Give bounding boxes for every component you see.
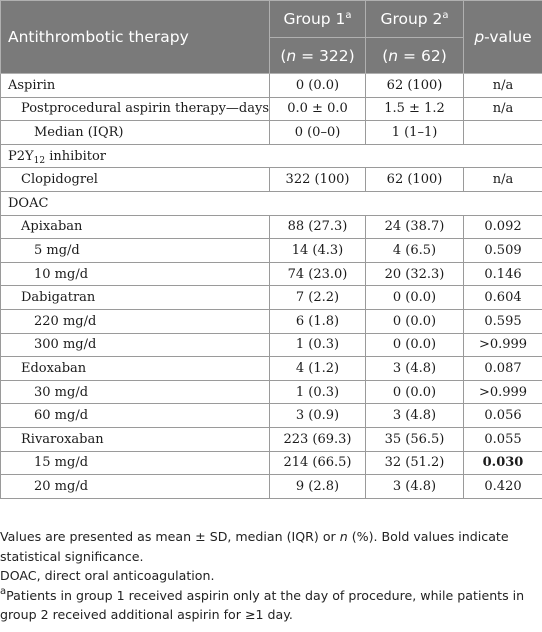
table-row [1,215,542,239]
cell-pvalue: 0.595 [464,309,542,333]
header-row [1,1,542,38]
row-label: Clopidogrel [1,168,270,192]
cell-pvalue: 0.055 [464,427,542,451]
cell-pvalue: 0.604 [464,286,542,310]
cell-g1: 214 (66.5) [270,451,366,475]
cell-pvalue: 0.056 [464,404,542,428]
cell-g2: 0 (0.0) [366,333,464,357]
table-row [1,262,542,286]
cell-g1: 3 (0.9) [270,404,366,428]
cell-pvalue: 0.509 [464,239,542,263]
header-group1: Group 1$^a$ [270,1,366,38]
table-row [1,239,542,263]
row-label: 30 mg/d [1,380,270,404]
cell-pvalue: >0.999 [464,333,542,357]
table-row [1,380,542,404]
row-label: 300 mg/d [1,333,270,357]
cell-g2: 1 (1–1) [366,121,464,145]
cell-g2: 62 (100) [366,168,464,192]
cell-pvalue: 0.087 [464,357,542,381]
row-label: DOAC [1,191,542,215]
table-row [1,357,542,381]
cell-g1: 9 (2.8) [270,475,366,499]
cell-g1: 4 (1.2) [270,357,366,381]
table-row [1,121,542,145]
cell-g1: 223 (69.3) [270,427,366,451]
cell-g2: 20 (32.3) [366,262,464,286]
row-label: $P2Y_{12}$ inhibitor [1,144,542,168]
cell-g2: 4 (6.5) [366,239,464,263]
row-label: 5 mg/d [1,239,270,263]
cell-g1: 0 (0–0) [270,121,366,145]
cell-g2: 62 (100) [366,74,464,98]
footnote-note: $^a$Patients in group 1 received aspirin only at the day of procedure, while patients in group 2 received additional aspirin for ≥1 day. [0,585,525,623]
cell-g2: 0 (0.0) [366,286,464,310]
row-label: Apixaban [1,215,270,239]
row-label: Aspirin [1,74,270,98]
row-label: 15 mg/d [1,451,270,475]
row-label: Edoxaban [1,357,270,381]
cell-g1: 74 (23.0) [270,262,366,286]
row-label: 60 mg/d [1,404,270,428]
cell-g2: 3 (4.8) [366,357,464,381]
footnote-doac: DOAC, direct oral anticoagulation. [0,568,215,584]
row-label: Dabigatran [1,286,270,310]
table-row [1,427,542,451]
cell-pvalue: n/a [464,168,542,192]
table-body [1,74,542,499]
cell-pvalue: 0.420 [464,475,542,499]
cell-g2: 32 (51.2) [366,451,464,475]
row-label: 220 mg/d [1,309,270,333]
cell-g2: 24 (38.7) [366,215,464,239]
row-label: Rivaroxaban [1,427,270,451]
cell-g2: 0 (0.0) [366,309,464,333]
cell-g1: 1 (0.3) [270,380,366,404]
table-row [1,168,542,192]
cell-g2: 3 (4.8) [366,404,464,428]
cell-g1: 0 (0.0) [270,74,366,98]
header-group2: Group 2$^a$ [366,1,464,38]
footnote-values: Values are presented as mean ± SD, median (IQR) or n (%). Bold values indicate statistical significance. [0,529,509,564]
cell-pvalue: 0.092 [464,215,542,239]
cell-g2: 3 (4.8) [366,475,464,499]
header-n2: (n = 62) [366,38,464,74]
header-therapy: Antithrombotic therapy [1,1,270,74]
cell-g1: 0.0 ± 0.0 [270,97,366,121]
cell-g1: 7 (2.2) [270,286,366,310]
header-pvalue: p-value [464,1,542,74]
cell-g1: 88 (27.3) [270,215,366,239]
cell-g1: 1 (0.3) [270,333,366,357]
cell-pvalue: n/a [464,97,542,121]
footnotes [0,527,542,625]
table-row [1,404,542,428]
table-row [1,191,542,215]
cell-pvalue: n/a [464,74,542,98]
cell-g2: 0 (0.0) [366,380,464,404]
cell-pvalue: 0.030 [464,451,542,475]
row-label: Median (IQR) [1,121,270,145]
header-n1: (n = 322) [270,38,366,74]
row-label: 20 mg/d [1,475,270,499]
table-row [1,333,542,357]
table-row [1,475,542,499]
cell-pvalue: 0.146 [464,262,542,286]
table-row [1,451,542,475]
cell-g2: 35 (56.5) [366,427,464,451]
cell-pvalue [464,121,542,145]
cell-g2: 1.5 ± 1.2 [366,97,464,121]
table-row [1,144,542,168]
cell-g1: 6 (1.8) [270,309,366,333]
cell-pvalue: >0.999 [464,380,542,404]
table-row [1,97,542,121]
table-row [1,286,542,310]
row-label: 10 mg/d [1,262,270,286]
table-row [1,74,542,98]
table-row [1,309,542,333]
cell-g1: 322 (100) [270,168,366,192]
cell-g1: 14 (4.3) [270,239,366,263]
row-label: Postprocedural aspirin therapy—days [1,97,270,121]
